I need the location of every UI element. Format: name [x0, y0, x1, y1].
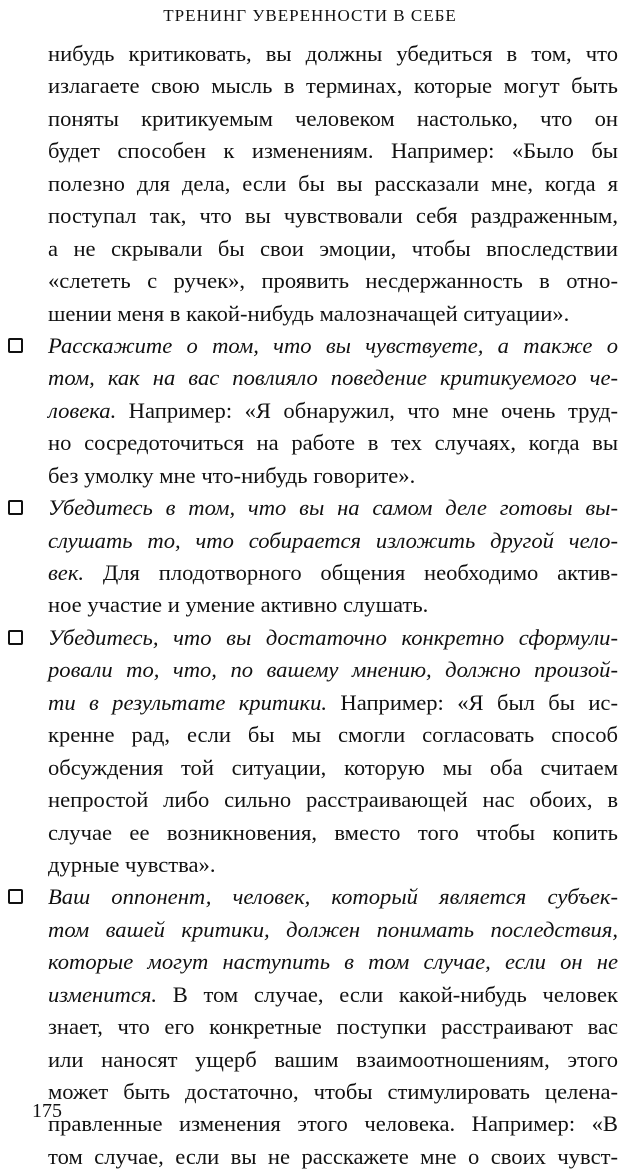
text-line	[48, 589, 618, 621]
text-line	[48, 492, 618, 524]
italic-text: Расскажите о том, что вы чувствуете, а также о	[48, 332, 618, 358]
text-line	[48, 687, 618, 719]
text-line	[48, 38, 618, 70]
text-line	[48, 1011, 618, 1043]
italic-text: Ваш оппонент, человек, который является субъек-	[48, 884, 618, 910]
text-line	[48, 525, 618, 557]
text-line	[48, 233, 618, 265]
checkbox-icon	[8, 500, 23, 515]
text-line	[48, 881, 618, 913]
regular-text: том случае, если вы не расскажете мне о своих чувст-	[48, 1143, 618, 1169]
text-line	[48, 557, 618, 589]
text-line	[48, 622, 618, 654]
text-line	[48, 330, 618, 362]
regular-text: может быть достаточно, чтобы стимулировать целена-	[48, 1079, 618, 1104]
regular-text: нибудь критиковать, вы должны убедиться в том, что	[48, 41, 618, 66]
checkbox-icon	[8, 338, 23, 353]
text-line	[48, 979, 618, 1011]
regular-text: непростой либо сильно расстраивающей нас обоих, в	[48, 787, 618, 813]
checkbox-icon	[8, 889, 23, 904]
italic-text: век.	[48, 560, 85, 585]
running-head: ТРЕНИНГ УВЕРЕННОСТИ В СЕБЕ	[163, 6, 457, 25]
text-line	[48, 1044, 618, 1076]
text-line	[48, 1108, 618, 1140]
text-line	[48, 849, 618, 881]
text-line	[48, 135, 618, 167]
text-line	[48, 460, 618, 492]
regular-text: правленные изменения этого человека. Например: «В	[48, 1111, 618, 1137]
regular-text: Например: «Я обнаружил, что мне очень труд-	[116, 397, 618, 423]
text-line	[48, 427, 618, 459]
regular-text: дурные чувства».	[48, 851, 216, 877]
italic-text: Убедитесь в том, что вы на самом деле готовы вы-	[48, 495, 618, 521]
regular-text: Например: «Я был бы ис-	[327, 689, 618, 715]
regular-text: ное участие и умение активно слушать.	[48, 592, 429, 618]
text-line	[48, 946, 618, 978]
paragraph	[48, 38, 618, 330]
italic-text: ти в результате критики.	[48, 689, 328, 715]
italic-text: ловека.	[48, 397, 117, 423]
checklist-item	[48, 492, 618, 622]
text-line	[48, 817, 618, 849]
italic-text: том, как на вас повлияло поведение критикуемого че-	[48, 365, 618, 391]
page-body	[48, 38, 618, 1173]
regular-text: без умолку мне что-нибудь говорите».	[48, 462, 416, 488]
text-line	[48, 362, 618, 394]
regular-text: будет способен к изменениям. Например: «Было бы	[48, 138, 618, 164]
regular-text: обсуждения той ситуации, которую мы оба считаем	[48, 754, 618, 780]
text-line	[48, 395, 618, 427]
text-line	[48, 1076, 618, 1108]
regular-text: полезно для дела, если бы вы рассказали мне, когда я	[48, 170, 618, 196]
checklist-item	[48, 881, 618, 1173]
text-line	[48, 914, 618, 946]
text-line	[48, 70, 618, 102]
regular-text: или наносят ущерб вашим взаимоотношениям, этого	[48, 1046, 618, 1072]
text-line	[48, 298, 618, 330]
regular-text: кренне рад, если бы мы смогли согласовать способ	[48, 722, 618, 748]
text-line	[48, 265, 618, 297]
italic-text: Убедитесь, что вы достаточно конкретно сформули-	[48, 624, 618, 650]
text-line	[48, 719, 618, 751]
regular-text: случае ее возникновения, вместо того чтобы копить	[48, 819, 618, 845]
regular-text: поступал так, что вы чувствовали себя раздраженным,	[48, 203, 618, 229]
regular-text: В том случае, если какой-нибудь человек	[157, 981, 618, 1007]
regular-text: Для плодотворного общения необходимо актив-	[84, 560, 618, 585]
regular-text: излагаете свою мысль в терминах, которые могут быть	[48, 73, 618, 99]
italic-text: изменится.	[48, 981, 157, 1007]
text-line	[48, 200, 618, 232]
text-line	[48, 784, 618, 816]
regular-text: но сосредоточиться на работе в тех случаях, когда вы	[48, 430, 618, 456]
italic-text: том вашей критики, должен понимать последствия,	[48, 916, 618, 942]
italic-text: ровали то, что, по вашему мнению, должно произой-	[48, 657, 618, 683]
regular-text: а не скрывали бы свои эмоции, чтобы впоследствии	[48, 235, 618, 261]
regular-text: знает, что его конкретные поступки расстраивают вас	[48, 1014, 618, 1040]
italic-text: которые могут наступить в том случае, если он не	[48, 949, 618, 975]
page-number: 175	[32, 1100, 62, 1122]
checkbox-icon	[8, 630, 23, 645]
regular-text: «слететь с ручек», проявить несдержанность в отно-	[48, 268, 618, 294]
checklist-item	[48, 330, 618, 492]
regular-text: шении меня в какой-нибудь малозначащей ситуации».	[48, 300, 570, 326]
text-line	[48, 752, 618, 784]
text-line	[48, 168, 618, 200]
checklist-item	[48, 622, 618, 882]
text-line	[48, 103, 618, 135]
text-line	[48, 654, 618, 686]
text-line	[48, 1141, 618, 1173]
italic-text: слушать то, что собирается изложить другой чело-	[48, 527, 618, 553]
regular-text: поняты критикуемым человеком настолько, что он	[48, 105, 618, 131]
